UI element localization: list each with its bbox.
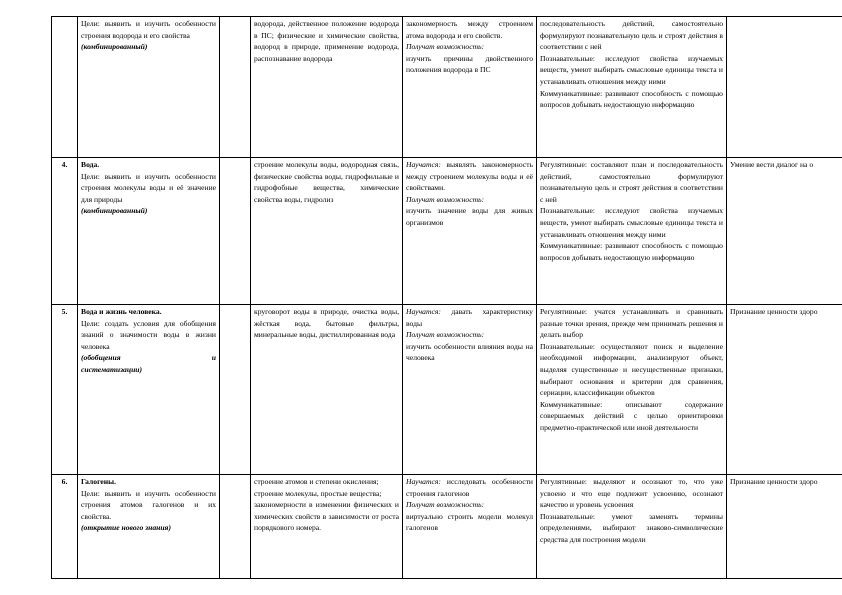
lesson-goal: Цели: выявить и изучить особенности строения молекулы воды и её значение для природы bbox=[81, 171, 216, 204]
personal-results: Признание ценности здоро bbox=[727, 475, 842, 579]
lesson-goal: Цели: выявить и изучить особенности строения водорода и его свойства bbox=[81, 19, 216, 40]
lesson-number: 6. bbox=[52, 475, 78, 579]
empty-cell bbox=[220, 305, 251, 475]
lesson-content: строение молекулы воды, водородная связь, физические свойства воды, гидрофильные и гидрофобные вещества, химические свойства воды, гидролиз bbox=[251, 158, 403, 305]
meta-item: Познавательные: исследуют свойства изучаемых веществ, умеют выбирать смысловые единицы текста и устанавливать отношения между ними bbox=[540, 206, 723, 239]
lesson-content: водорода, действенное положение водорода в ПС; физические и химические свойства, водород в природе, применение водорода, распознавание водорода bbox=[251, 17, 403, 158]
meta-item: Регулятивные: учатся устанавливать и сравнивать разные точки зрения, прежде чем принимать решения и делать выбор bbox=[540, 307, 723, 340]
lesson-topic bbox=[78, 305, 220, 475]
subject-results bbox=[403, 305, 537, 475]
personal-results: Умение вести диалог на о bbox=[727, 158, 842, 305]
lesson-type: (комбинированный) bbox=[81, 206, 148, 216]
lesson-topic bbox=[78, 475, 220, 579]
lesson-goal: Цели: создать условия для обобщения знаний о значимости воды в жизни человека bbox=[81, 318, 216, 351]
empty-cell bbox=[220, 17, 251, 158]
meta-item: Познавательные: исследуют свойства изучаемых веществ, умеют выбирать смысловые единицы текста и устанавливать отношения между ними bbox=[540, 53, 723, 86]
content-item: строение молекулы, простые вещества; bbox=[254, 488, 382, 498]
lesson-topic bbox=[78, 158, 220, 305]
table-row bbox=[52, 158, 842, 305]
opportunity-label: Получат возможность: bbox=[406, 194, 485, 204]
opportunity-text: виртуально строить модели молекул галогенов bbox=[406, 511, 533, 533]
content-item: закономерности в изменении физических и химических свойств в зависимости от роста порядкового номера. bbox=[254, 500, 399, 533]
learn-text: закономерность между строением атома водорода и его свойств. bbox=[406, 19, 533, 40]
lesson-topic bbox=[78, 17, 220, 158]
opportunity-label: Получат возможность: bbox=[406, 500, 485, 510]
subject-results bbox=[403, 17, 537, 158]
lesson-content bbox=[251, 475, 403, 579]
opportunity-text: изучить значение воды для живых организмов bbox=[406, 206, 533, 227]
lesson-number: 4. bbox=[52, 158, 78, 305]
learn-text: Научатся: давать характеристику воды bbox=[406, 307, 533, 328]
subject-results bbox=[403, 475, 537, 579]
lesson-title: Вода. bbox=[81, 160, 100, 169]
lesson-type-cont: систематизации) bbox=[81, 364, 143, 374]
meta-item: Коммуникативные: развивают способность с помощью вопросов добывать недостающую информацию bbox=[540, 241, 723, 262]
meta-item: последовательность действий, самостоятельно формулируют познавательную цель и строят действия в соответствии с ней bbox=[540, 19, 723, 52]
learn-text: Научатся: исследовать особенности строения галогенов bbox=[406, 477, 533, 498]
meta-results bbox=[537, 475, 727, 579]
meta-results bbox=[537, 305, 727, 475]
meta-item: Коммуникативные: развивают способность с помощью вопросов добывать недостающую информацию bbox=[540, 88, 723, 110]
lesson-type: (обобщения и bbox=[81, 353, 216, 363]
table-row bbox=[52, 475, 842, 579]
lesson-content: круговорот воды в природе, очистка воды, жёсткая вода, бытовые фильтры, минеральные воды, дистиллированная вода bbox=[251, 305, 403, 475]
opportunity-label: Получат возможность: bbox=[406, 42, 485, 52]
meta-item: Познавательные: осуществляют поиск и выделение необходимой информации, анализируют объект, выделяя существенные и несущественные признаки, выбирают основания и критерии для сравнения, сериации, классификации объектов bbox=[540, 341, 723, 398]
lesson-plan-table bbox=[51, 16, 842, 579]
lesson-goal: Цели: выявить и изучить особенности строения атомов галогенов и их свойства. bbox=[81, 488, 216, 521]
meta-item: Коммуникативные: описывают содержание совершаемых действий с целью ориентировки предметно-практической или иной деятельности bbox=[540, 399, 723, 432]
opportunity-text: изучить особенности влияния воды на человека bbox=[406, 341, 533, 363]
empty-cell bbox=[220, 158, 251, 305]
lesson-type: (открытие нового знания) bbox=[81, 523, 172, 533]
lesson-number: 5. bbox=[52, 305, 78, 475]
opportunity-label: Получат возможность: bbox=[406, 330, 485, 340]
lesson-title: Галогены. bbox=[81, 477, 117, 486]
meta-results bbox=[537, 17, 727, 158]
meta-item: Познавательные: умеют заменять термины определениями, выбирают знаково-символические средства для построения модели bbox=[540, 511, 723, 544]
learn-text: Научатся: выявлять закономерность между строением молекулы воды и её свойствами. bbox=[406, 160, 533, 193]
table-row bbox=[52, 305, 842, 475]
table-row bbox=[52, 17, 842, 158]
opportunity-text: изучить причины двойственного положения водорода в ПС bbox=[406, 53, 533, 75]
empty-cell bbox=[220, 475, 251, 579]
meta-results bbox=[537, 158, 727, 305]
meta-item: Регулятивные: составляют план и последовательность действий, самостоятельно формулируют познавательную цель и строят действия в соответствии с ней bbox=[540, 160, 723, 204]
personal-results bbox=[727, 17, 842, 158]
lesson-title: Вода и жизнь человека. bbox=[81, 307, 162, 316]
subject-results bbox=[403, 158, 537, 305]
meta-item: Регулятивные: выделяют и осознают то, что уже усвоено и что еще подлежит усвоению, осознают качество и уровень усвоения bbox=[540, 477, 723, 510]
lesson-type: (комбинированный) bbox=[81, 42, 148, 52]
lesson-number bbox=[52, 17, 78, 158]
content-item: строение атомов и степени окисления; bbox=[254, 477, 379, 486]
personal-results: Признание ценности здоро bbox=[727, 305, 842, 475]
